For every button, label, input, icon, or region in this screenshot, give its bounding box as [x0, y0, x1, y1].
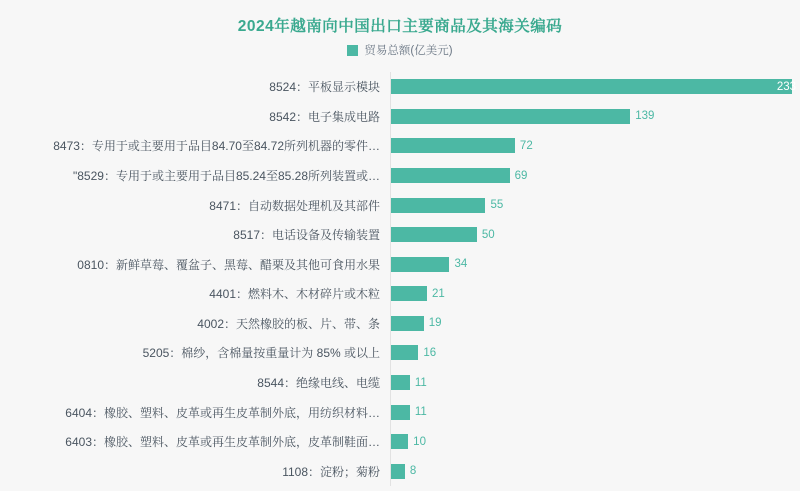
bar-segment[interactable] [391, 375, 410, 390]
bar-track [390, 338, 800, 368]
bar-segment[interactable] [391, 405, 410, 420]
bar-track [390, 368, 800, 398]
table-row [0, 249, 800, 279]
bar-track [390, 161, 800, 191]
bar-value-label: 34 [454, 258, 468, 271]
bar-track [390, 72, 800, 102]
bar-value-label: 19 [428, 317, 442, 330]
bar-rows [0, 66, 800, 486]
bar-category-label: "8529：专用于或主要用于品目85.24至85.28所列装置或… [72, 169, 380, 184]
bar-value-label: 50 [481, 228, 495, 241]
bar-category-label: 8517：电话设备及传输装置 [233, 228, 380, 243]
bar-track [390, 102, 800, 132]
bar-segment[interactable] [391, 434, 408, 449]
bar-value-label: 11 [414, 376, 427, 389]
bar-category-label: 6404：橡胶、塑料、皮革或再生皮革制外底，用纺织材料… [65, 405, 380, 420]
bar-segment[interactable] [391, 198, 485, 213]
bar-value-label: 69 [514, 169, 528, 182]
bar-category-label: 4002：天然橡胶的板、片、带、条 [197, 316, 380, 331]
bar-category-label: 8542：电子集成电路 [269, 109, 380, 124]
bar-category-label: 6403：橡胶、塑料、皮革或再生皮革制外底，皮革制鞋面… [65, 435, 380, 450]
table-row [0, 279, 800, 309]
bar-category-label: 8473：专用于或主要用于品目84.70至84.72所列机器的零件… [53, 139, 380, 154]
table-row [0, 397, 800, 427]
bar-segment[interactable] [391, 464, 405, 479]
chart-title: 2024年越南向中国出口主要商品及其海关编码 [237, 18, 563, 35]
bar-track [390, 131, 800, 161]
bar-value-label: 55 [490, 199, 504, 212]
bar-track [390, 220, 800, 250]
chart-legend [0, 42, 800, 58]
bar-category-label: 5205：棉纱，含棉量按重量计为 85% 或以上 [142, 346, 380, 361]
table-row [0, 161, 800, 191]
bar-value-label: 11 [414, 406, 427, 419]
bar-track [390, 457, 800, 487]
bar-track [390, 427, 800, 457]
bar-category-label: 8544：绝缘电线、电缆 [257, 376, 380, 391]
bar-segment[interactable] [391, 345, 418, 360]
table-row [0, 190, 800, 220]
bar-segment[interactable] [391, 227, 477, 242]
bar-value-label: 233 [776, 80, 796, 93]
bar-segment[interactable] [391, 257, 449, 272]
bar-value-label: 139 [635, 110, 655, 123]
bar-category-label: 4401：燃料木、木材碎片或木粒 [209, 287, 380, 302]
bar-value-label: 21 [431, 287, 445, 300]
bar-track [390, 249, 800, 279]
bar-segment[interactable] [391, 286, 427, 301]
bar-value-label: 16 [423, 346, 437, 359]
legend-swatch-trade-total [347, 45, 358, 56]
bar-segment[interactable] [391, 168, 510, 183]
bar-segment[interactable] [391, 316, 424, 331]
bar-track [390, 309, 800, 339]
bar-segment[interactable] [391, 109, 630, 124]
table-row [0, 220, 800, 250]
bar-value-label: 72 [519, 139, 533, 152]
table-row [0, 309, 800, 339]
bar-segment[interactable] [391, 79, 792, 94]
table-row [0, 338, 800, 368]
bar-value-label: 10 [413, 435, 426, 448]
table-row [0, 457, 800, 487]
table-row [0, 131, 800, 161]
table-row [0, 368, 800, 398]
table-row [0, 102, 800, 132]
table-row [0, 427, 800, 457]
bar-track [390, 279, 800, 309]
legend-label-trade-total: 贸易总额(亿美元) [364, 45, 453, 57]
table-row [0, 72, 800, 102]
bar-category-label: 8471：自动数据处理机及其部件 [209, 198, 380, 213]
chart-plot-area [0, 66, 800, 486]
bar-category-label: 8524：平板显示模块 [269, 80, 380, 95]
bar-value-label: 8 [409, 465, 417, 478]
bar-category-label: 0810：新鲜草莓、覆盆子、黑莓、醋栗及其他可食用水果 [77, 257, 380, 272]
bar-category-label: 1108：淀粉；菊粉 [282, 464, 380, 479]
bar-segment[interactable] [391, 138, 515, 153]
bar-track [390, 190, 800, 220]
bar-track [390, 397, 800, 427]
